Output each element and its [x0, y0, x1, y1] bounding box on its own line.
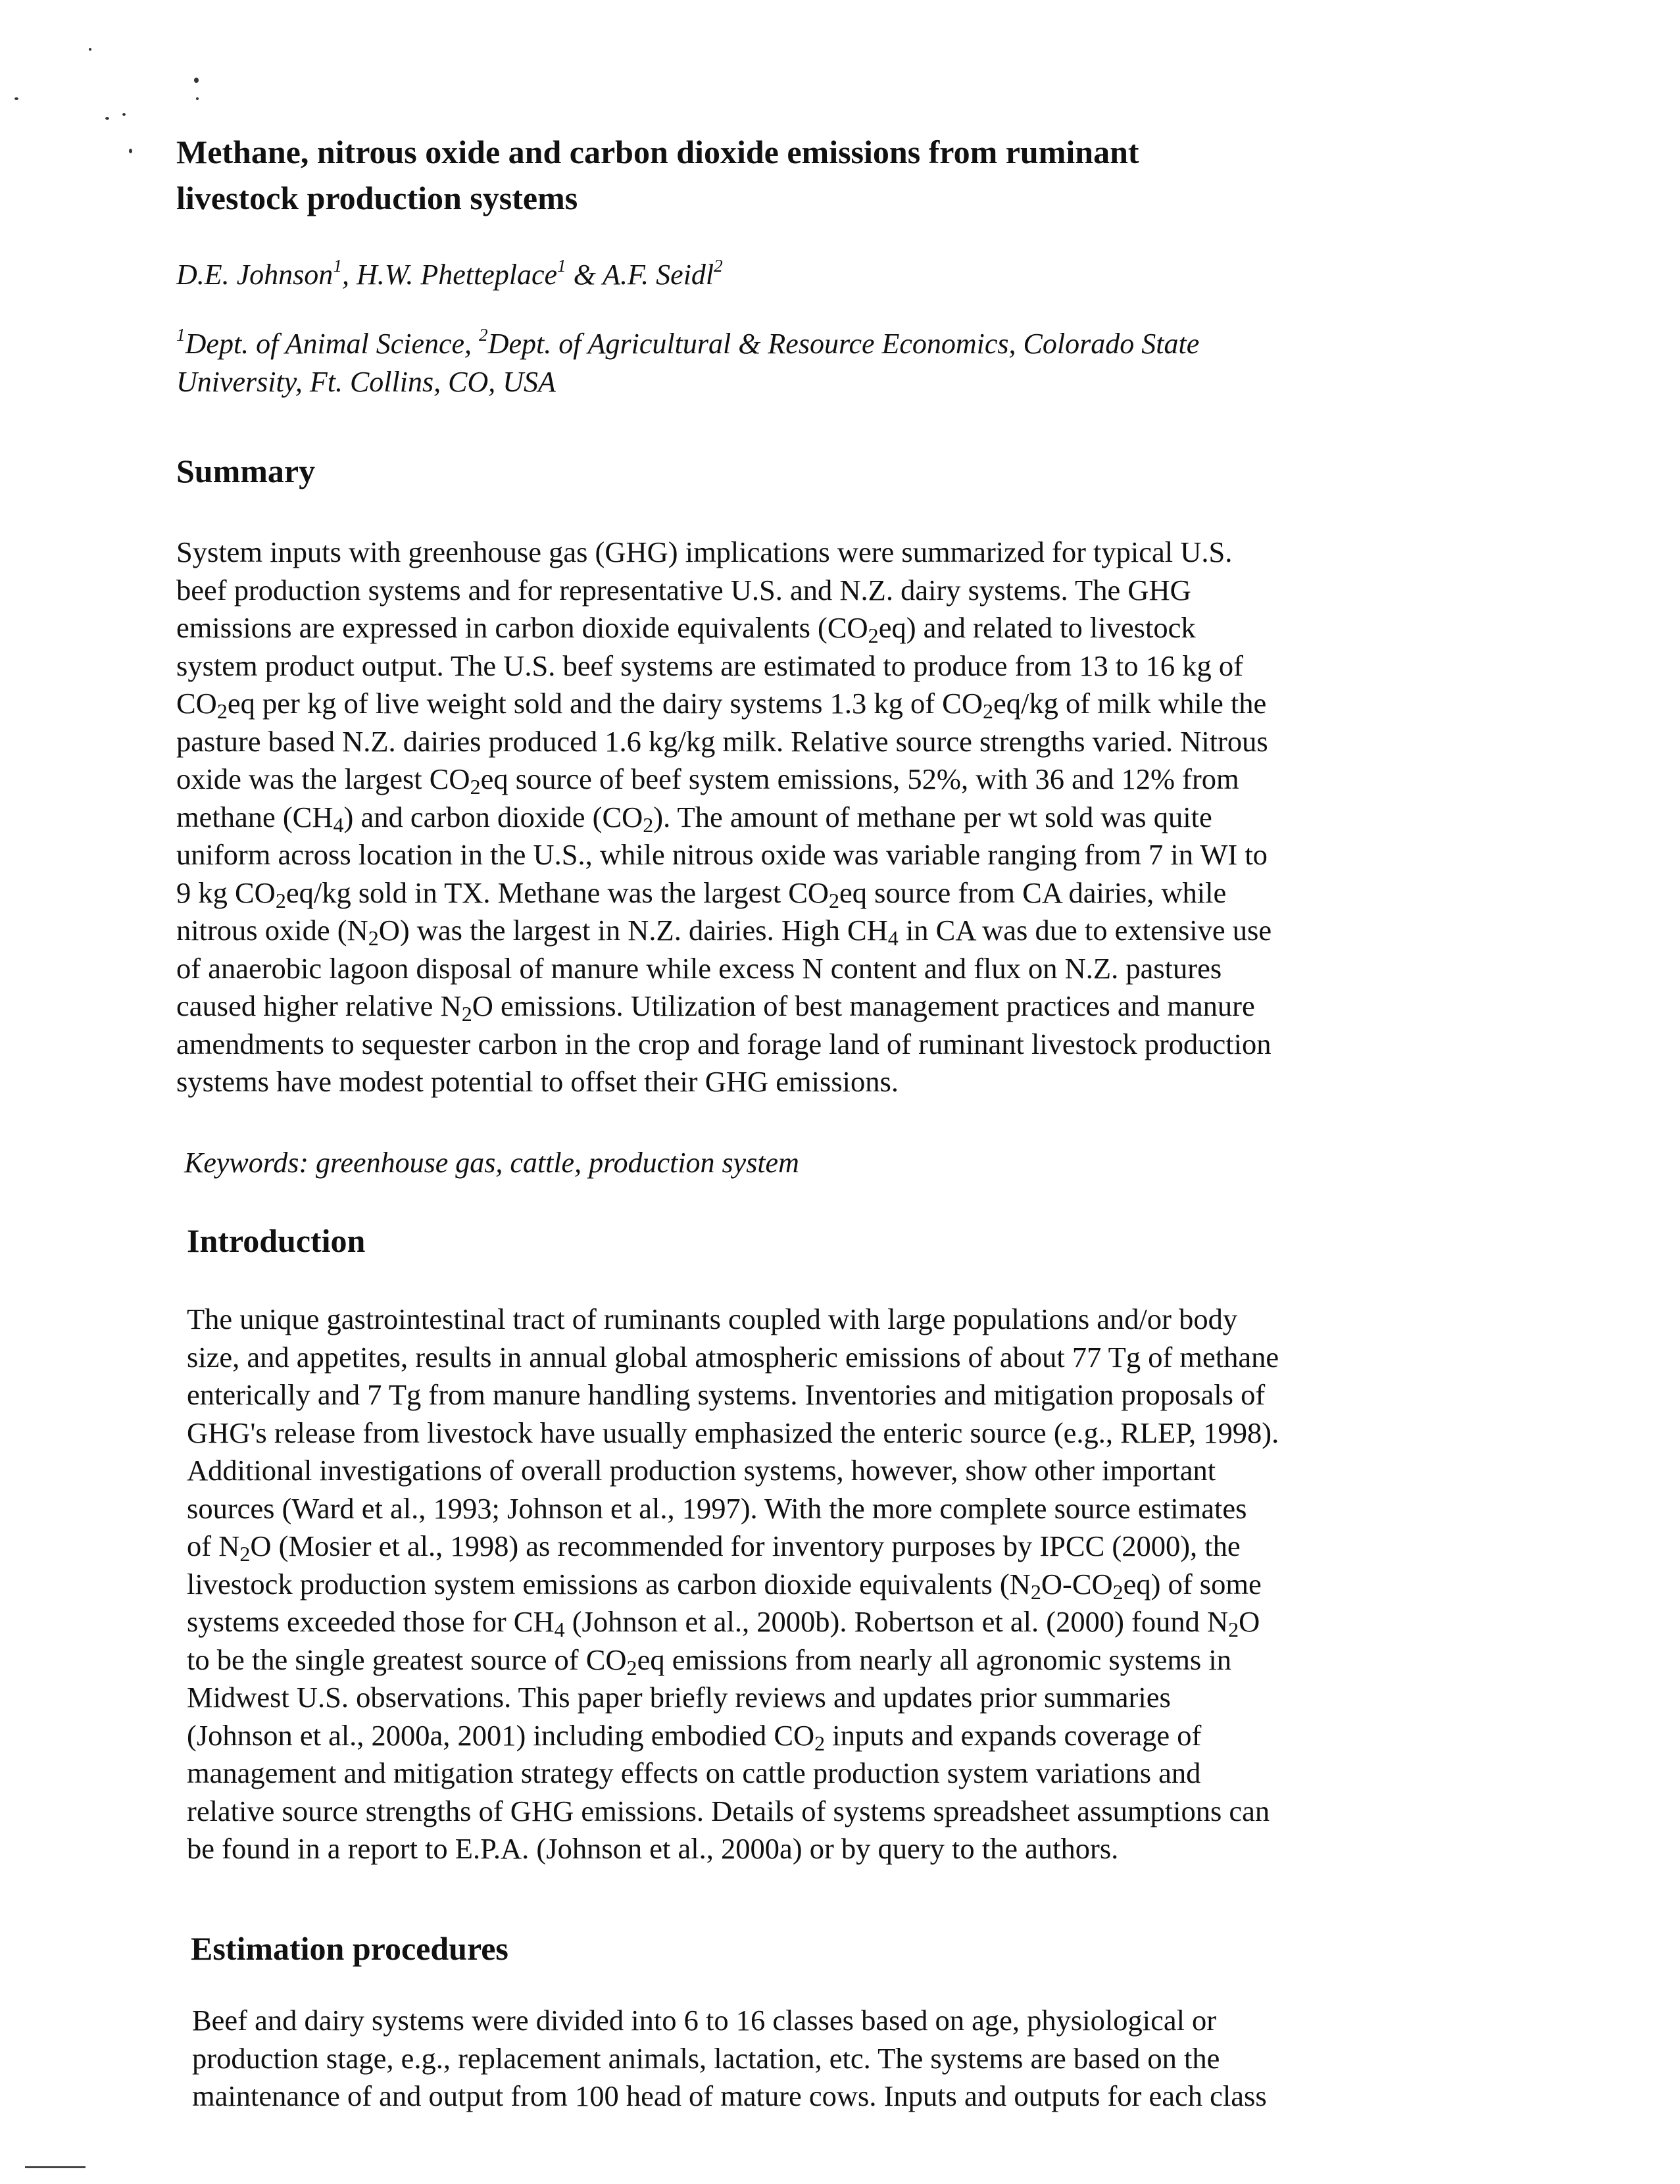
text-line: maintenance of and output from 100 head of mature cows. Inputs and outputs for each class [192, 2079, 1267, 2112]
author-name: H.W. Phetteplace [356, 259, 558, 291]
text-line: be found in a report to E.P.A. (Johnson et al., 2000a) or by query to the authors. [187, 1832, 1119, 1865]
text-line: of anaerobic lagoon disposal of manure while excess N content and flux on N.Z. pastures [176, 951, 1222, 985]
text-line: beef production systems and for representative U.S. and N.Z. dairy systems. The GHG [176, 573, 1191, 607]
footer-rule [25, 2166, 86, 2168]
text-line: management and mitigation strategy effects on cattle production system variations and [187, 1756, 1201, 1789]
author-name: D.E. Johnson [176, 259, 334, 291]
text-line: sources (Ward et al., 1993; Johnson et al., 1997). With the more complete source estimates [187, 1491, 1247, 1525]
text-line: Midwest U.S. observations. This paper briefly reviews and updates prior summaries [187, 1681, 1171, 1714]
author-list [176, 257, 723, 293]
text-line: to be the single greatest source of $CO_2eq$ emissions from nearly all agronomic systems in [187, 1643, 1231, 1679]
scan-speck [122, 113, 126, 116]
summary-paragraph [176, 534, 1272, 1101]
affiliation-marker: 2 [479, 324, 488, 345]
title-line: livestock production systems [176, 180, 578, 216]
paper-title [176, 129, 1426, 221]
affiliation-line: University, Ft. Collins, CO, USA [176, 366, 556, 398]
author-name: A.F. Seidl [603, 259, 714, 291]
text-line: caused higher relative $N_2O$ emissions. Utilization of best management practices and manure [176, 989, 1255, 1026]
text-line: System inputs with greenhouse gas (GHG) implications were summarized for typical U.S. [176, 535, 1233, 568]
text-line: emissions are expressed in carbon dioxide equivalents $(CO_2eq)$ and related to livestock [176, 611, 1196, 647]
text-line: methane $(CH_4)$ and carbon dioxide $(CO_2)$. The amount of methane per wt sold was quite [176, 800, 1212, 837]
affiliation-marker: 1 [333, 255, 342, 276]
text-line: 9 kg $CO_2eq/kg$ sold in TX. Methane was the largest $CO_2eq$ source from CA dairies, while [176, 876, 1227, 912]
affiliation-marker: 1 [176, 324, 185, 345]
text-line: nitrous oxide $(N_2O)$ was the largest in N.Z. dairies. High $CH_4$ in CA was due to extensive use [176, 914, 1272, 950]
text-line: Additional investigations of overall production systems, however, show other important [187, 1454, 1216, 1487]
affiliations [176, 325, 1426, 401]
text-line: uniform across location in the U.S., while nitrous oxide was variable ranging from 7 in WI to [176, 838, 1268, 871]
affiliation-marker: 1 [557, 255, 566, 276]
text-line: pasture based N.Z. dairies produced 1.6 kg/kg milk. Relative source strengths varied. Nitrous [176, 724, 1268, 758]
text-line: livestock production system emissions as carbon dioxide equivalents $(N_2O-CO_2eq)$ of some [187, 1567, 1262, 1604]
text-line: oxide was the largest $CO_2eq$ source of beef system emissions, 52%, with 36 and 12% from [176, 762, 1239, 799]
introduction-heading: Introduction [187, 1222, 366, 1259]
estimation-heading: Estimation procedures [191, 1930, 508, 1967]
text-line: relative source strengths of GHG emissions. Details of systems spreadsheet assumptions can [187, 1794, 1270, 1827]
scan-speck [194, 78, 199, 83]
affiliation-line [176, 325, 1426, 363]
scan-speck [129, 149, 132, 153]
text-line: of $N_2O$ (Mosier et al., 1998) as recommended for inventory purposes by IPCC (2000), the [187, 1529, 1241, 1566]
summary-heading: Summary [176, 453, 316, 489]
affiliation-text: Dept. of Agricultural & Resource Economics, Colorado State [487, 328, 1200, 360]
text-line: system product output. The U.S. beef systems are estimated to produce from 13 to 16 kg of [176, 649, 1243, 682]
affiliation-marker: 2 [714, 255, 723, 276]
text-line: enterically and 7 Tg from manure handling systems. Inventories and mitigation proposals of [187, 1378, 1266, 1411]
author-separator: , [341, 259, 357, 291]
text-line: GHG's release from livestock have usually emphasized the enteric source (e.g., RLEP, 1998). [187, 1416, 1279, 1449]
author-separator: & [566, 259, 603, 291]
title-line: Methane, nitrous oxide and carbon dioxide emissions from ruminant [176, 134, 1139, 170]
text-line: (Johnson et al., 2000a, 2001) including embodied $CO_2$ inputs and expands coverage of [187, 1718, 1202, 1755]
scan-speck [89, 48, 91, 51]
estimation-paragraph [192, 2002, 1267, 2116]
text-line: Beef and dairy systems were divided into 6 to 16 classes based on age, physiological or [192, 2004, 1217, 2037]
introduction-paragraph [187, 1301, 1279, 1868]
text-line: production stage, e.g., replacement animals, lactation, etc. The systems are based on the [192, 2041, 1220, 2075]
text-line: size, and appetites, results in annual global atmospheric emissions of about 77 Tg of methane [187, 1340, 1279, 1374]
text-line: systems have modest potential to offset their GHG emissions. [176, 1065, 899, 1098]
scan-speck [14, 97, 18, 100]
scan-speck [105, 117, 109, 120]
scan-speck [196, 97, 199, 100]
text-line: systems exceeded those for $CH_4$ (Johnson et al., 2000b). Robertson et al. (2000) found $N_2O$ [187, 1605, 1260, 1641]
text-line: amendments to sequester carbon in the crop and forage land of ruminant livestock production [176, 1027, 1272, 1060]
text-line: The unique gastrointestinal tract of ruminants coupled with large populations and/or body [187, 1303, 1238, 1335]
keywords: Keywords: greenhouse gas, cattle, production system [184, 1147, 799, 1179]
affiliation-text: Dept. of Animal Science, [185, 328, 480, 360]
text-line: $CO_2eq$ per kg of live weight sold and the dairy systems 1.3 kg of $CO_2eq/kg$ of milk while the [176, 687, 1267, 723]
